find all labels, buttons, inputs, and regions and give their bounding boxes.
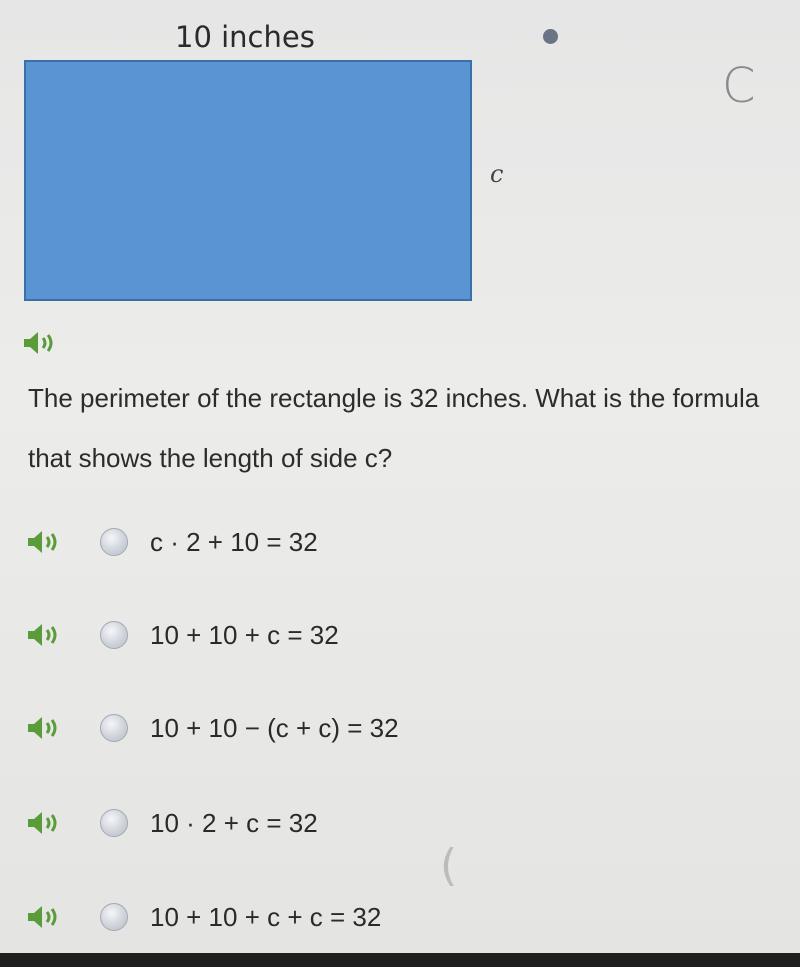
speaker-icon[interactable] bbox=[26, 715, 66, 741]
radio-button[interactable] bbox=[100, 621, 128, 649]
speaker-icon[interactable] bbox=[26, 529, 66, 555]
speaker-icon[interactable] bbox=[26, 810, 66, 836]
radio-button[interactable] bbox=[100, 714, 128, 742]
speaker-icon bbox=[22, 330, 62, 356]
rectangle-width-label: 10 inches bbox=[175, 20, 315, 54]
speaker-icon[interactable] bbox=[26, 622, 66, 648]
stray-dot-mark bbox=[543, 29, 558, 44]
option-label: 10 + 10 − (c + c) = 32 bbox=[150, 712, 399, 743]
answer-option[interactable] bbox=[26, 803, 318, 843]
option-label: 10 · 2 + c = 32 bbox=[150, 807, 318, 838]
bottom-edge-bar bbox=[0, 953, 800, 967]
answer-option[interactable] bbox=[26, 522, 318, 562]
rectangle-shape bbox=[24, 60, 472, 301]
radio-button[interactable] bbox=[100, 528, 128, 556]
radio-button[interactable] bbox=[100, 903, 128, 931]
stray-pen-mark: ( bbox=[440, 840, 458, 891]
radio-button[interactable] bbox=[100, 809, 128, 837]
option-label: c · 2 + 10 = 32 bbox=[150, 526, 318, 557]
option-label: 10 + 10 + c = 32 bbox=[150, 619, 339, 650]
speaker-icon[interactable] bbox=[26, 904, 66, 930]
stray-c-mark: C bbox=[722, 58, 756, 114]
option-label: 10 + 10 + c + c = 32 bbox=[150, 901, 382, 932]
answer-option[interactable] bbox=[26, 615, 339, 655]
answer-option[interactable] bbox=[26, 897, 381, 937]
answer-option[interactable] bbox=[26, 708, 399, 748]
question-text: The perimeter of the rectangle is 32 inches. What is the formula that shows the length of side c? bbox=[28, 383, 760, 473]
question-audio-button[interactable] bbox=[22, 330, 62, 361]
rectangle-side-label: c bbox=[490, 160, 504, 188]
